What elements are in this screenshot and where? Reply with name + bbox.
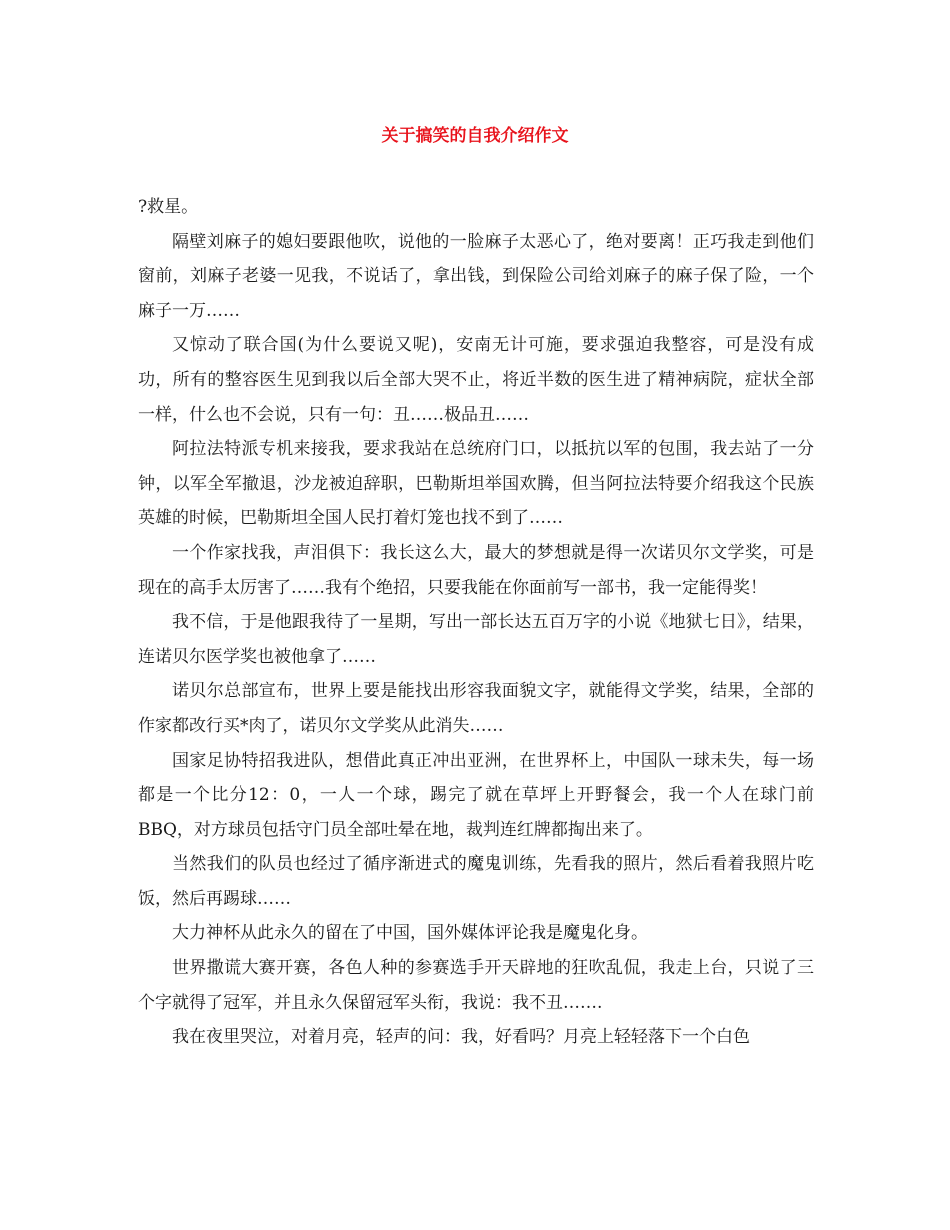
paragraph-9: 当然我们的队员也经过了循序渐进式的魔鬼训练，先看我的照片，然后看着我照片吃饭，然后再踢球…… — [138, 854, 814, 909]
paragraph-5: 一个作家找我，声泪俱下：我长这么大，最大的梦想就是得一次诺贝尔文学奖，可是现在的高手太厉害了……我有个绝招，只要我能在你面前写一部书，我一定能得奖！ — [138, 542, 814, 598]
paragraph-3: 又惊动了联合国(为什么要说又呢)，安南无计可施，要求强迫我整容，可是没有成功，所有的整容医生见到我以后全部大哭不止，将近半数的医生进了精神病院，症状全部一样，什么也不会说，只有一句：丑……极品丑…… — [138, 335, 814, 425]
paragraph-1: ?救星。 — [138, 197, 199, 217]
paragraph-12: 我在夜里哭泣，对着月亮，轻声的问：我，好看吗？月亮上轻轻落下一个白色 — [172, 1027, 750, 1048]
paragraph-6: 我不信，于是他跟我待了一星期，写出一部长达五百万字的小说《地狱七日》，结果，连诺贝尔医学奖也被他拿了…… — [138, 612, 814, 667]
paragraph-8: 国家足协特招我进队，想借此真正冲出亚洲，在世界杯上，中国队一球未失，每一场都是一个比分12：0，一人一个球，踢完了就在草坪上开野餐会，我一个人在球门前BBQ，对方球员包括守门员全部吐晕在地，裁判连红牌都掏出来了。 — [138, 750, 814, 840]
paragraph-11: 世界撒谎大赛开赛，各色人种的参赛选手开天辟地的狂吹乱侃，我走上台，只说了三个字就得了冠军，并且永久保留冠军头衔，我说：我不丑……. — [138, 958, 814, 1013]
paragraph-10: 大力神杯从此永久的留在了中国，国外媒体评论我是魔鬼化身。 — [172, 923, 648, 944]
paragraph-2: 隔壁刘麻子的媳妇要跟他吹，说他的一脸麻子太恶心了，绝对要离！正巧我走到他们窗前，刘麻子老婆一见我，不说话了，拿出钱，到保险公司给刘麻子的麻子保了险，一个麻子一万…… — [138, 231, 814, 321]
document-body — [138, 190, 814, 1055]
paragraph-7: 诺贝尔总部宣布，世界上要是能找出形容我面貌文字，就能得文学奖，结果，全部的作家都改行买*肉了，诺贝尔文学奖从此消失…… — [138, 681, 814, 736]
document-title: 关于搞笑的自我介绍作文 — [381, 126, 569, 146]
paragraph-4: 阿拉法特派专机来接我，要求我站在总统府门口，以抵抗以军的包围，我去站了一分钟，以军全军撤退，沙龙被迫辞职，巴勒斯坦举国欢腾，但当阿拉法特要介绍我这个民族英雄的时候，巴勒斯坦全国人民打着灯笼也找不到了…… — [138, 439, 814, 529]
